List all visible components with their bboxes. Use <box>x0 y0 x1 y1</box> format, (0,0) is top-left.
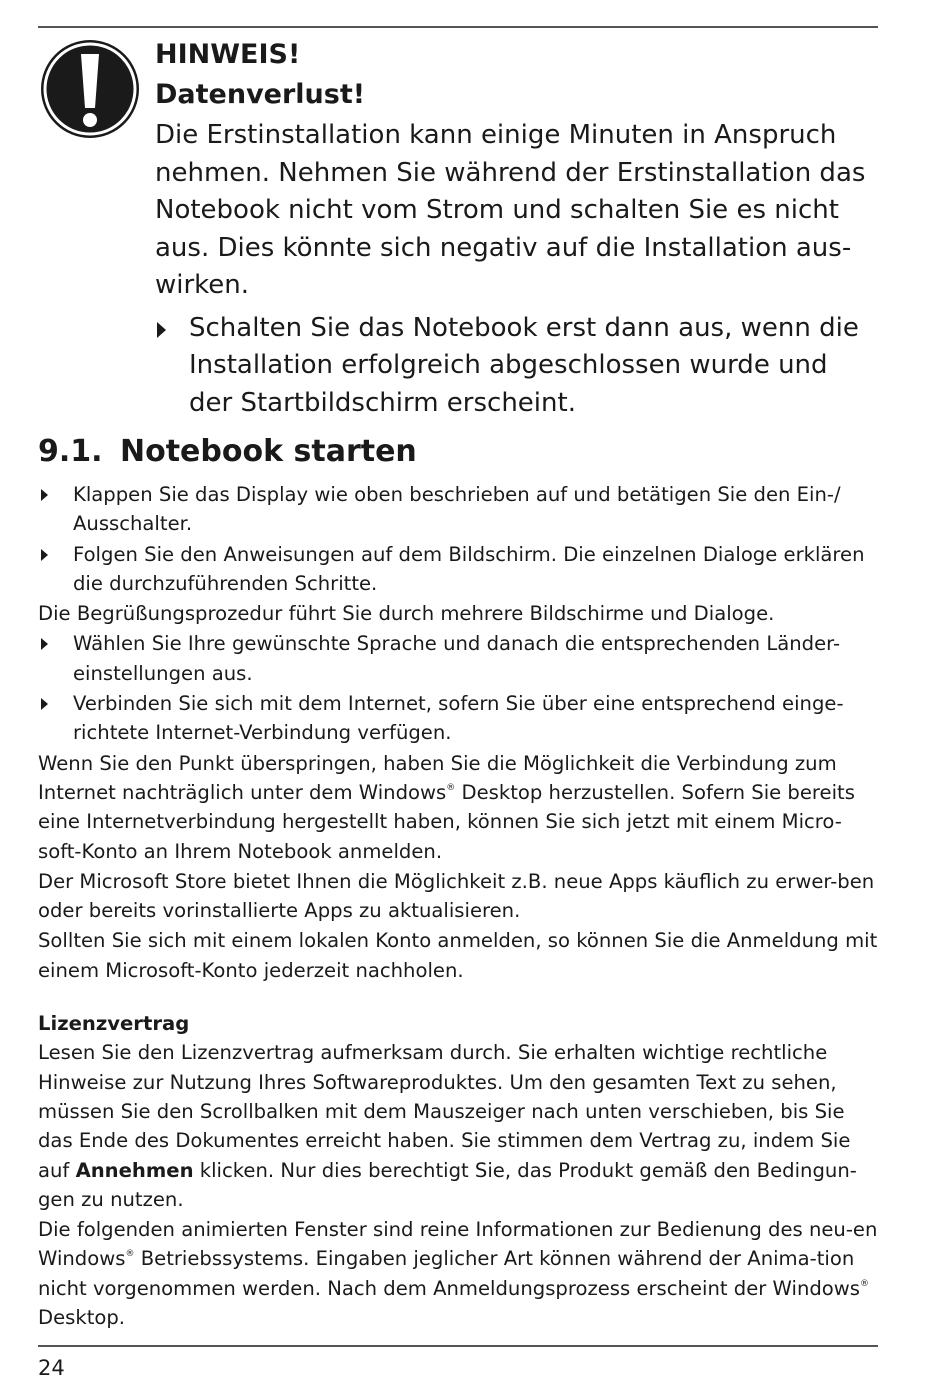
paragraph-text: Die folgenden animierten Fenster sind reine Informationen zur Bedienung des neu-en Windows <box>38 1218 878 1271</box>
paragraph-text: Lesen Sie den Lizenzvertrag aufmerksam durch. Sie erhalten wichtige rechtliche Hinweise zur Nutzung Ihres Softwareproduktes. Um den gesamten Text zu sehen, müssen Sie den Scrollbalken mit dem Mauszeiger nach unten verschieben, bis Sie das Ende des Dokumentes erreicht haben. Sie stimmen dem Vertrag zu, indem Sie auf <box>38 1041 851 1182</box>
paragraph: Der Microsoft Store bietet Ihnen die Möglichkeit z.B. neue Apps käuflich zu erwer-ben oder bereits vorinstallierte Apps zu aktualisieren. <box>38 869 875 923</box>
list-item-text: Klappen Sie das Display wie oben beschrieben auf und betätigen Sie den Ein-/ Ausschalter. <box>73 483 841 536</box>
bullet-arrow-icon <box>157 322 166 338</box>
bottom-rule <box>38 1345 878 1347</box>
list-item <box>38 689 878 748</box>
bullet-arrow-icon <box>41 698 48 710</box>
paragraph <box>38 1215 878 1332</box>
list-item-text: Verbinden Sie sich mit dem Internet, sofern Sie über eine entsprechend einge-richtete Internet-Verbindung verfügen. <box>73 692 844 745</box>
paragraph-text: Betriebssystems. Eingaben jeglicher Art können während der Anima-tion nicht vorgenommen werden. Nach dem Anmeldungsprozess erscheint der Windows <box>38 1247 861 1300</box>
paragraph-text: Wenn Sie den Punkt überspringen, haben Sie die Möglichkeit die Verbindung zum Internet nachträglich unter dem Windows <box>38 751 837 804</box>
list-item <box>38 629 878 688</box>
list-item-text: Wählen Sie Ihre gewünschte Sprache und danach die entsprechenden Länder-einstellungen aus. <box>73 632 841 685</box>
exclamation-circle-icon <box>39 38 141 140</box>
paragraph <box>38 749 878 866</box>
paragraph: Die Begrüßungsprozedur führt Sie durch mehrere Bildschirme und Dialoge. <box>38 602 775 626</box>
section-heading <box>38 432 417 472</box>
list-item-text: Folgen Sie den Anweisungen auf dem Bildschirm. Die einzelnen Dialoge erklären die durchzuführenden Schritte. <box>73 542 865 595</box>
section-title: Notebook starten <box>120 434 417 469</box>
notice-bullet <box>155 310 875 423</box>
notice-title: HINWEIS! <box>155 39 301 70</box>
section-number: 9.1. <box>38 434 103 469</box>
paragraph-text: Desktop herzustellen. Sofern Sie bereits eine Internetverbindung hergestellt haben, können Sie sich jetzt mit einem Micro-soft-Konto an Ihrem Notebook anmelden. <box>38 780 855 863</box>
bullet-arrow-icon <box>41 638 48 650</box>
notice-bullet-text: Schalten Sie das Notebook erst dann aus, wenn die Installation erfolgreich abgeschlossen wurde und der Startbildschirm erscheint. <box>189 312 859 418</box>
bullet-arrow-icon <box>41 489 48 501</box>
paragraph-text: klicken. Nur dies berechtigt Sie, das Produkt gemäß den Bedingun-gen zu nutzen. <box>38 1158 857 1211</box>
bullet-arrow-icon <box>41 549 48 561</box>
paragraph-text: Desktop. <box>38 1306 126 1330</box>
list-item <box>38 540 878 599</box>
notice-subtitle: Datenverlust! <box>155 79 366 110</box>
paragraph <box>38 1038 878 1214</box>
section-body <box>38 480 878 1333</box>
notice-text: Die Erstinstallation kann einige Minuten in Anspruch nehmen. Nehmen Sie während der Erstinstallation das Notebook nicht vom Strom und schalten Sie es nicht aus. Dies könnte sich negativ auf die Installation aus-wirken. <box>155 120 866 300</box>
top-rule <box>38 26 878 28</box>
registered-mark: ® <box>860 1278 870 1289</box>
accept-label: Annehmen <box>75 1158 194 1182</box>
registered-mark: ® <box>446 782 456 793</box>
registered-mark: ® <box>125 1249 135 1260</box>
page-number: 24 <box>38 1356 65 1380</box>
paragraph: Sollten Sie sich mit einem lokalen Konto anmelden, so können Sie die Anmeldung mit einem Microsoft-Konto jederzeit nachholen. <box>38 929 878 982</box>
notice-box <box>155 35 875 422</box>
license-heading: Lizenzvertrag <box>38 1012 190 1036</box>
list-item <box>38 480 878 539</box>
